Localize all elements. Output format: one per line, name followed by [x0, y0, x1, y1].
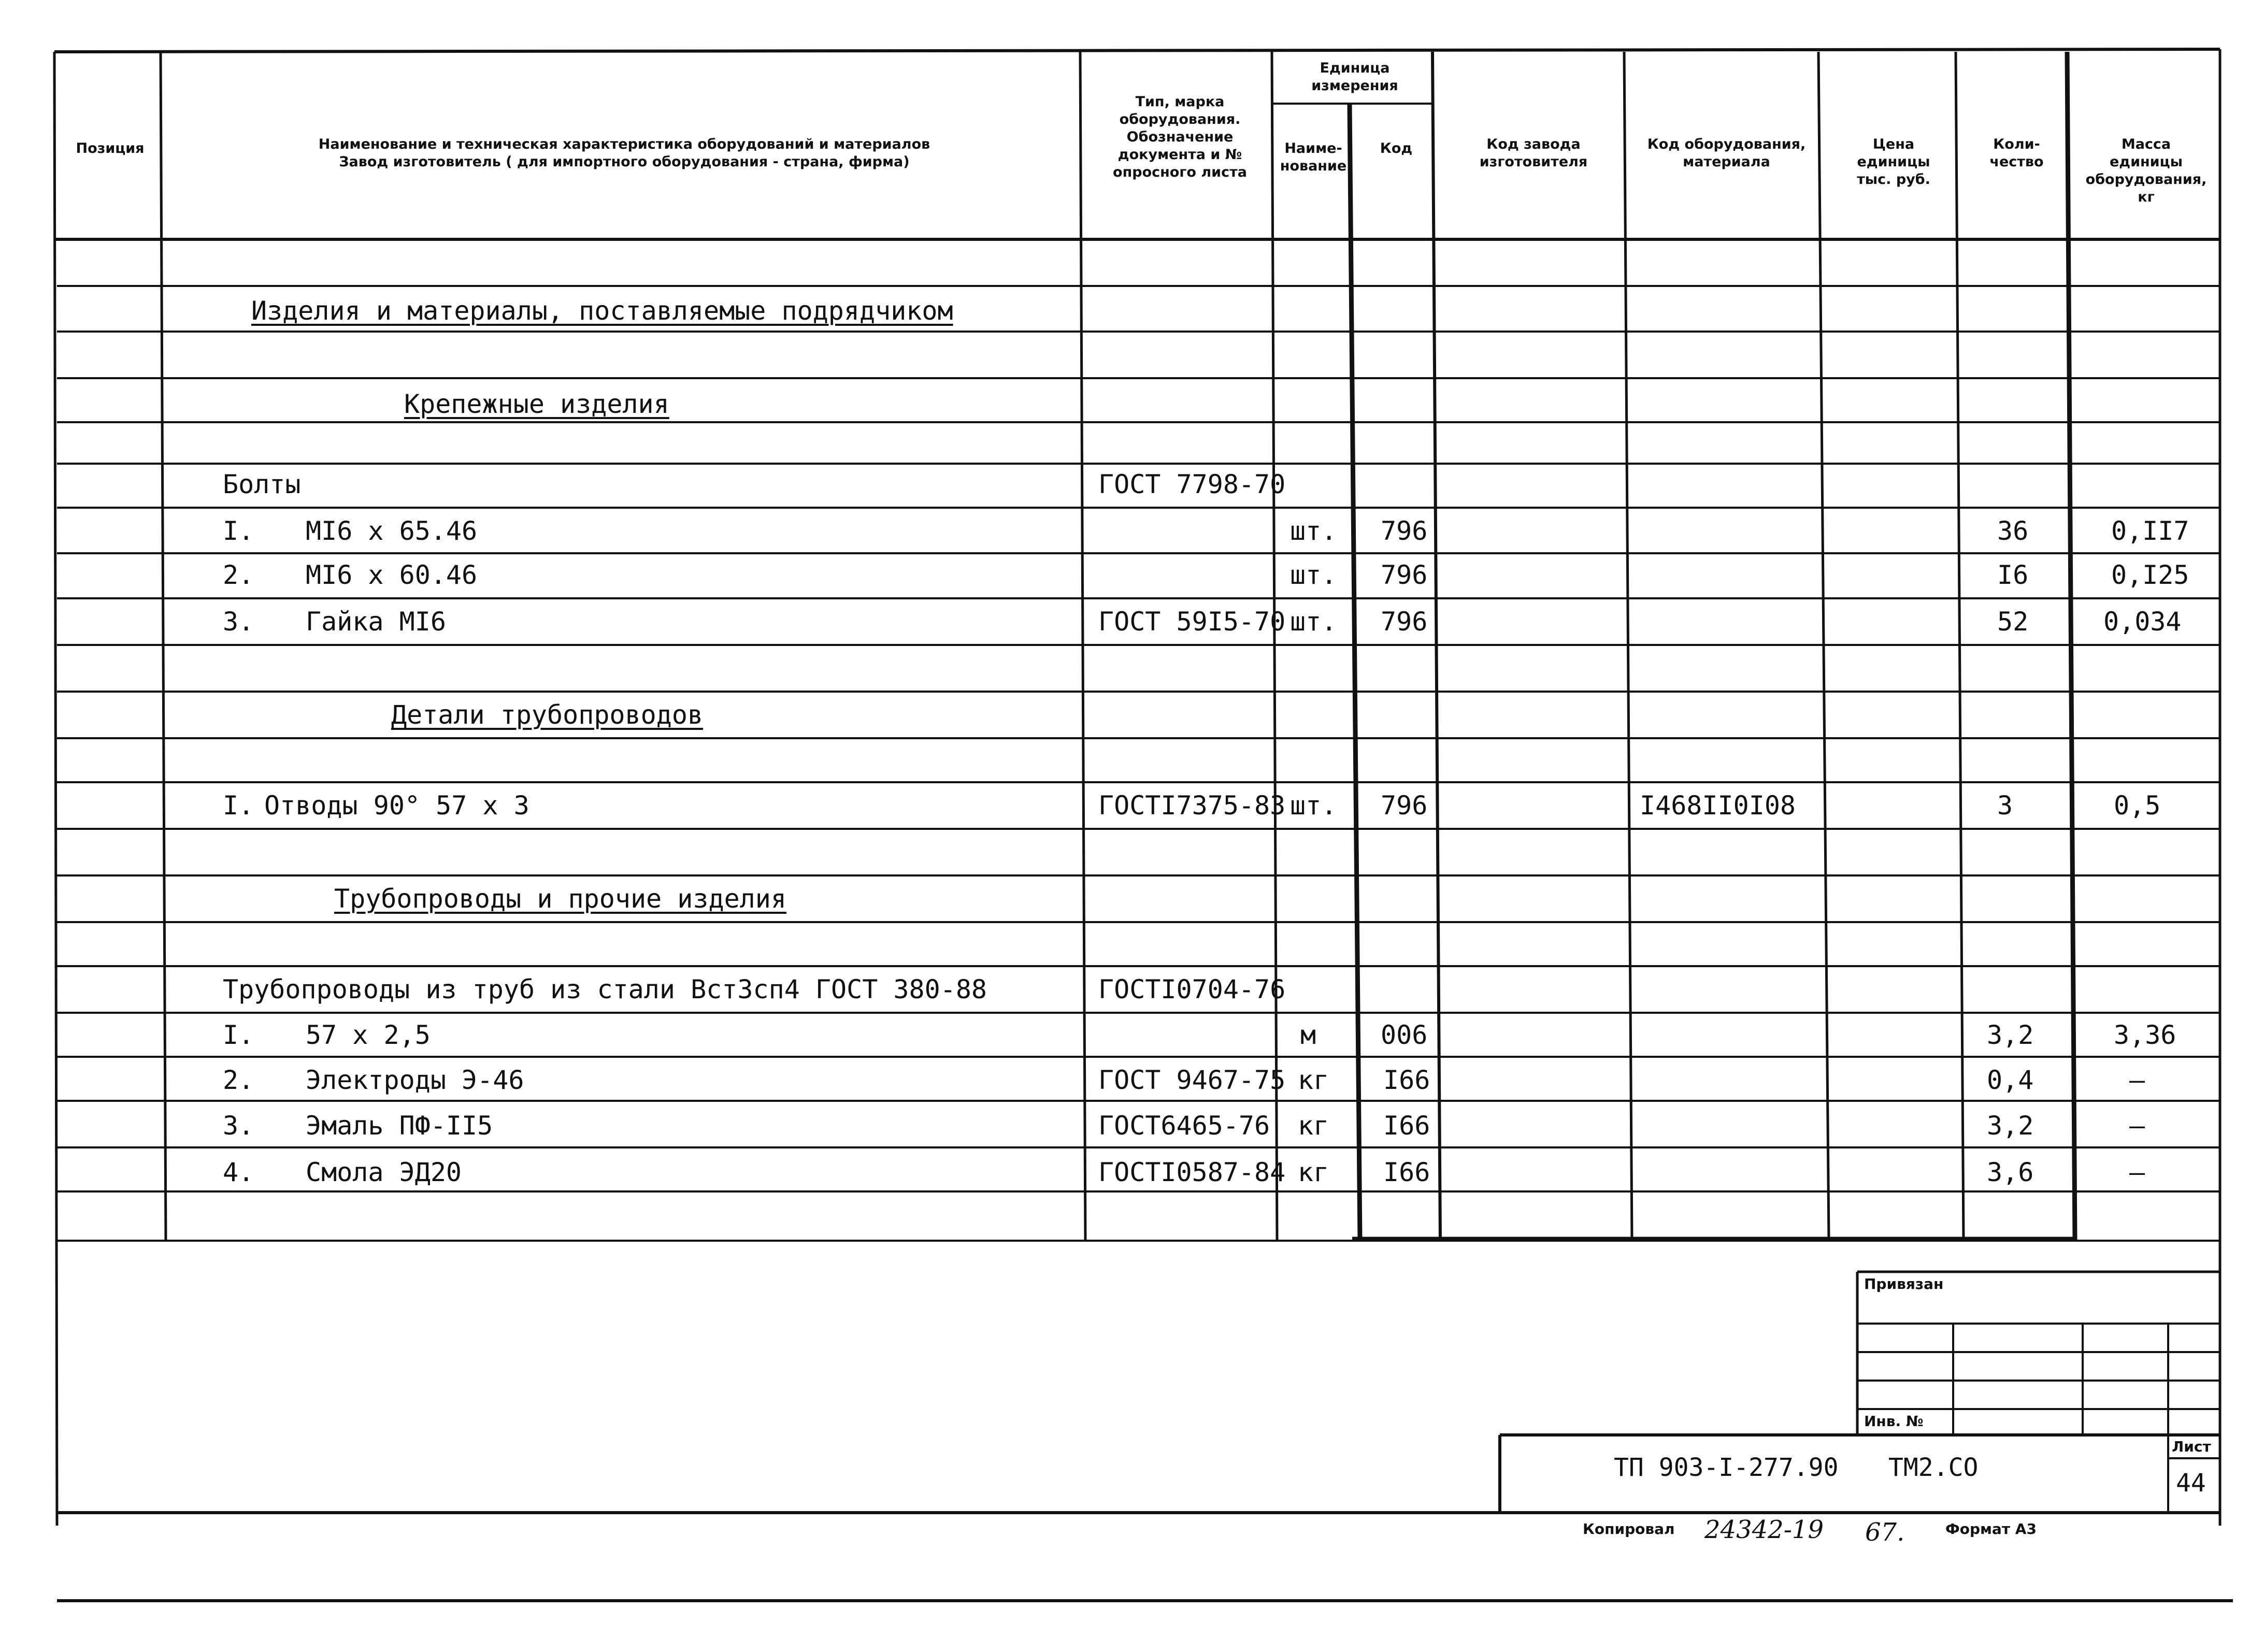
row-mass: –: [2129, 1157, 2145, 1187]
row-mass: 3,36: [2114, 1020, 2176, 1050]
row-number: 3.: [223, 1111, 254, 1141]
row-unit-code: 796: [1381, 607, 1428, 637]
header-type: Тип, марка оборудования. Обозначение документа и № опросного листа: [1113, 94, 1247, 180]
row-quantity: 3,2: [1987, 1020, 2034, 1050]
format-label: Формат А3: [1945, 1520, 2037, 1538]
header-unit-code: Код: [1380, 140, 1413, 156]
sheet-number: 44: [2176, 1469, 2206, 1498]
row-name: МI6 х 60.46: [306, 560, 478, 590]
row-mass: –: [2129, 1111, 2145, 1141]
row-name: 57 х 2,5: [306, 1020, 431, 1050]
section-title: Трубопроводы и прочие изделия: [334, 884, 786, 914]
row-quantity: 3,2: [1987, 1111, 2034, 1141]
row-quantity: I6: [1997, 560, 2029, 590]
row-unit: кг: [1298, 1065, 1329, 1095]
row-type: ГОСТI0587-84: [1098, 1157, 1286, 1187]
row-name: Гайка МI6: [306, 607, 446, 637]
row-name: Эмаль ПФ-II5: [306, 1111, 493, 1141]
header-equipment-code: Код оборудования, материала: [1647, 136, 1806, 170]
row-number: 2.: [223, 560, 254, 590]
row-type: ГОСТI0704-76: [1098, 974, 1286, 1004]
row-mass: 0,5: [2114, 791, 2161, 821]
row-quantity: 3,6: [1987, 1157, 2034, 1187]
copied-label: Копировал: [1583, 1520, 1675, 1538]
section-title: Детали трубопроводов: [391, 700, 704, 730]
stamp-inventory-label: Инв. №: [1864, 1413, 1924, 1430]
row-unit: кг: [1298, 1111, 1329, 1141]
header-plant-code: Код завода изготовителя: [1479, 136, 1588, 170]
header-price: Цена единицы тыс. руб.: [1857, 136, 1930, 188]
copy-number: 24342-19: [1704, 1515, 1824, 1544]
row-unit: шт.: [1290, 791, 1337, 821]
row-unit: кг: [1298, 1157, 1329, 1187]
header-quantity: Коли- чество: [1989, 136, 2044, 170]
stamp-bound-label: Привязан: [1864, 1275, 1944, 1292]
row-name: Болты: [223, 469, 301, 499]
row-number: 3.: [223, 607, 254, 637]
row-mass: –: [2129, 1065, 2145, 1095]
row-unit: шт.: [1290, 607, 1337, 637]
row-name: Смола ЭД20: [306, 1157, 462, 1187]
row-name: Электроды Э-46: [306, 1065, 524, 1095]
row-name: Трубопроводы из труб из стали ВстЗсп4 ГОСТ 380-88: [223, 974, 987, 1004]
row-number: I.: [223, 791, 254, 821]
row-equipment-code: I468II0I08: [1640, 791, 1796, 821]
header-name: Наименование и техническая характеристика оборудований и материалов Завод изготовитель ( для импортного оборудования - страна, фирма): [318, 136, 930, 170]
row-type: ГОСТ 7798-70: [1098, 469, 1286, 499]
row-type: ГОСТ6465-76: [1098, 1111, 1270, 1141]
row-name: Отводы 90° 57 х 3: [264, 791, 529, 821]
row-unit-code: I66: [1383, 1111, 1430, 1141]
header-mass: Масса единицы оборудования, кг: [2085, 136, 2207, 205]
row-quantity: 3: [1997, 791, 2013, 821]
header-position: Позиция: [76, 140, 145, 156]
row-unit: шт.: [1290, 560, 1337, 590]
document-designation: ТП 903-I-277.90: [1614, 1453, 1839, 1482]
row-number: 4.: [223, 1157, 254, 1187]
row-unit-code: 796: [1381, 791, 1428, 821]
sheet-label: Лист: [2172, 1438, 2211, 1455]
row-unit-code: I66: [1383, 1157, 1430, 1187]
row-quantity: 0,4: [1987, 1065, 2034, 1095]
row-type: ГОСТI7375-83: [1098, 791, 1286, 821]
row-unit-code: 796: [1381, 560, 1428, 590]
row-name: МI6 х 65.46: [306, 516, 478, 546]
header-unit-name: Наиме- нование: [1280, 140, 1347, 174]
row-unit: шт.: [1290, 516, 1337, 546]
header-unit-group: Единица измерения: [1311, 60, 1398, 94]
row-quantity: 36: [1997, 516, 2029, 546]
section-title: Крепежные изделия: [404, 389, 669, 419]
row-number: I.: [223, 516, 254, 546]
row-number: I.: [223, 1020, 254, 1050]
row-unit-code: 006: [1381, 1020, 1428, 1050]
row-type: ГОСТ 59I5-70: [1098, 607, 1286, 637]
document-mark: ТМ2.СО: [1888, 1453, 1979, 1482]
row-unit: м: [1300, 1020, 1316, 1050]
row-unit-code: 796: [1381, 516, 1428, 546]
row-mass: 0,I25: [2111, 560, 2189, 590]
row-number: 2.: [223, 1065, 254, 1095]
row-unit-code: I66: [1383, 1065, 1430, 1095]
row-mass: 0,034: [2103, 607, 2182, 637]
section-title: Изделия и материалы, поставляемые подрядчиком: [251, 296, 953, 326]
row-type: ГОСТ 9467-75: [1098, 1065, 1286, 1095]
row-mass: 0,II7: [2111, 516, 2189, 546]
copy-extra: 67.: [1865, 1518, 1905, 1547]
row-quantity: 52: [1997, 607, 2029, 637]
